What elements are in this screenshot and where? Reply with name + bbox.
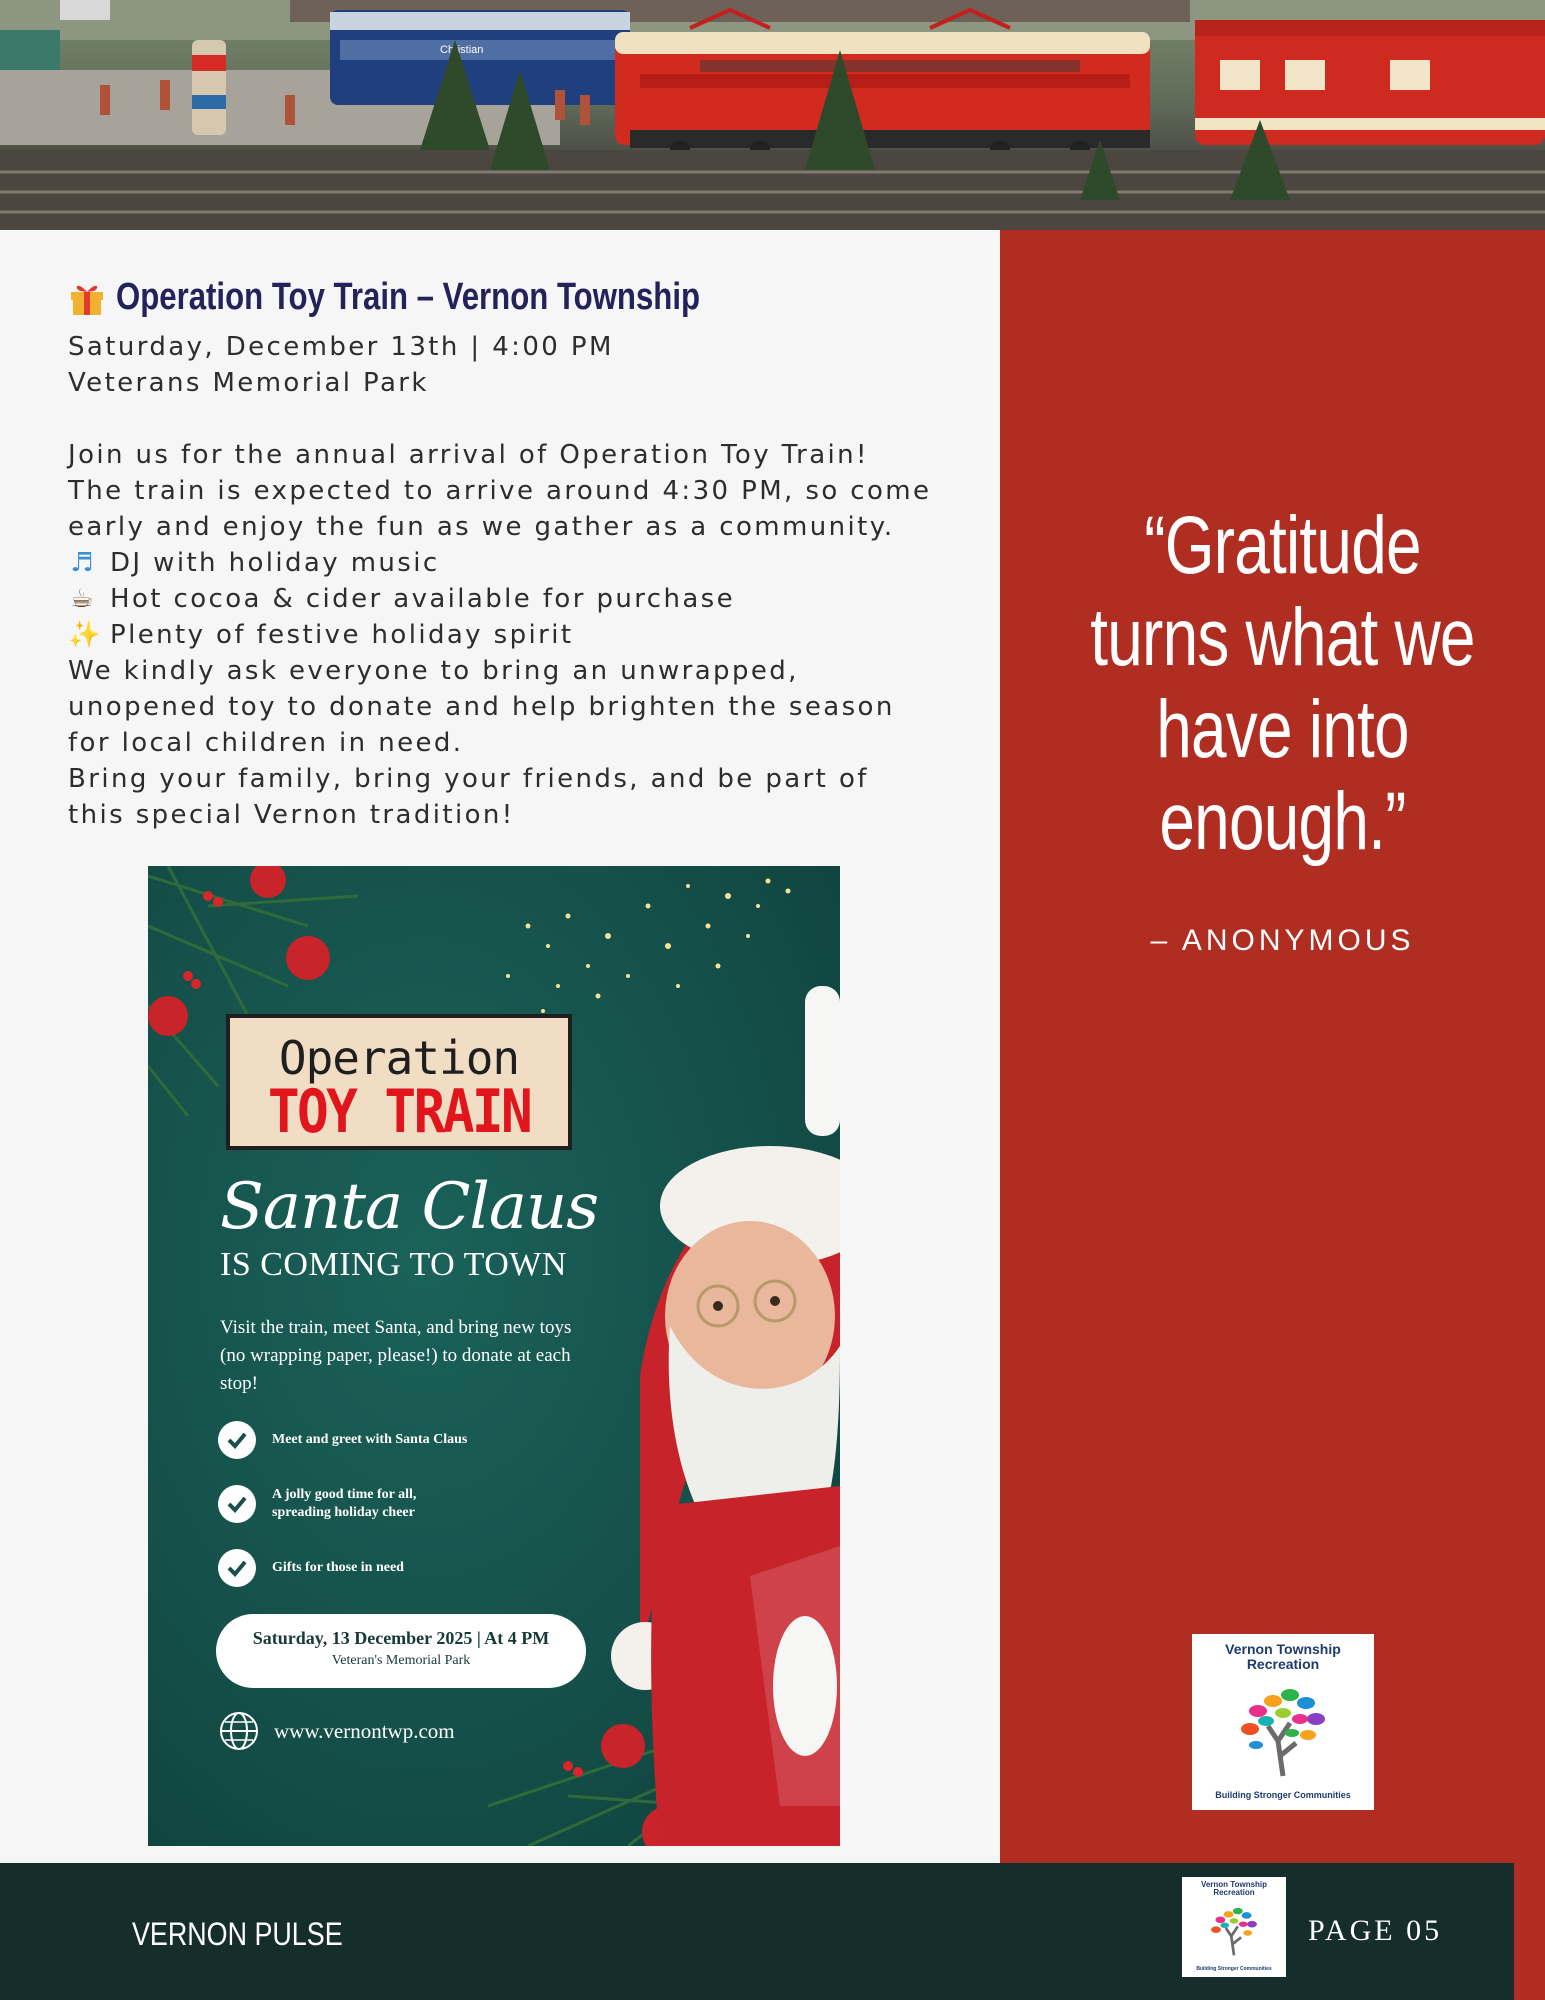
santa-claus-illustration: [600, 946, 840, 1846]
article-body: [68, 437, 968, 833]
body-line: early and enjoy the fun as we gather as a community.: [68, 512, 895, 542]
music-notes-icon: ♬: [70, 548, 96, 578]
recreation-logo-large: [1192, 1634, 1374, 1810]
logo-title: Vernon Township Recreation: [1225, 1641, 1341, 1672]
hero-photo-model-train: [0, 0, 1545, 230]
check-icon: [218, 1485, 256, 1523]
article: [68, 276, 968, 833]
footer-publication-title: VERNON PULSE: [132, 1916, 343, 1952]
highlight-text: Plenty of festive holiday spirit: [110, 620, 574, 650]
station-sign: Christian: [440, 44, 484, 56]
body-line: Join us for the annual arrival of Operation Toy Train!: [68, 440, 869, 470]
pill-event-date: Saturday, 13 December 2025 | At 4 PM: [252, 1628, 550, 1648]
tree-logo-icon: [1204, 1898, 1264, 1958]
check-icon: [218, 1421, 256, 1459]
ask-line: unopened toy to donate and help brighten the season: [68, 692, 895, 722]
flyer-intro: Visit the train, meet Santa, and bring new toys (no wrapping paper, please!) to donate at each stop!: [220, 1317, 572, 1394]
quote-panel: [1000, 230, 1545, 1863]
globe-icon: [218, 1710, 260, 1752]
tree-logo-icon: [1228, 1671, 1338, 1781]
article-headline: [68, 276, 968, 319]
checklist-item: [218, 1420, 548, 1460]
checklist-text: Gifts for those in need: [272, 1560, 404, 1575]
flyer-website[interactable]: [218, 1710, 455, 1752]
recreation-logo-small: [1182, 1877, 1286, 1977]
highlight-item: [68, 581, 968, 617]
closing-line: Bring your family, bring your friends, and be part of: [68, 764, 869, 794]
event-location: Veterans Memorial Park: [68, 368, 429, 398]
website-url[interactable]: www.vernontwp.com: [274, 1718, 455, 1743]
hot-cocoa-icon: ☕: [70, 584, 96, 614]
highlight-text: Hot cocoa & cider available for purchase: [110, 584, 736, 614]
logo-title: Vernon Township Recreation: [1200, 1880, 1268, 1898]
highlight-item: [68, 545, 968, 581]
quote-attribution: – ANONYMOUS: [1150, 924, 1415, 957]
checklist-item: [218, 1484, 548, 1524]
gift-icon: [68, 279, 106, 317]
ask-line: for local children in need.: [68, 728, 464, 758]
operation-toy-train-sign: [226, 1014, 572, 1150]
event-date-pill: [216, 1614, 586, 1688]
operation-toy-train-flyer: [148, 866, 840, 1846]
pill-event-place: Veteran's Memorial Park: [331, 1653, 471, 1668]
logo-tagline: Building Stronger Communities: [1196, 1966, 1272, 1972]
page-number: PAGE 05: [1308, 1914, 1443, 1947]
sign-line-toy-train: TOY TRAIN: [267, 1077, 531, 1147]
checklist-item: [218, 1548, 548, 1588]
footer-accent: [1514, 1863, 1545, 2000]
checklist-text: A jolly good time for all, spreading holiday cheer: [272, 1487, 417, 1520]
highlight-text: DJ with holiday music: [110, 548, 440, 578]
sparkles-icon: ✨: [68, 620, 103, 650]
check-icon: [218, 1549, 256, 1587]
flyer-script-title: Santa Claus: [220, 1170, 599, 1244]
highlight-item: [68, 617, 968, 653]
sign-line-operation: Operation: [278, 1031, 520, 1085]
event-date-time: Saturday, December 13th | 4:00 PM: [68, 332, 614, 362]
flyer-checklist: [218, 1420, 548, 1612]
flyer-subtitle: IS COMING TO TOWN: [220, 1246, 567, 1283]
closing-line: this special Vernon tradition!: [68, 800, 515, 830]
gratitude-quote: “Gratitude turns what we have into enough.”: [1090, 500, 1475, 867]
checklist-text: Meet and greet with Santa Claus: [272, 1432, 468, 1447]
ask-line: We kindly ask everyone to bring an unwrapped,: [68, 656, 799, 686]
body-line: The train is expected to arrive around 4:30 PM, so come: [68, 476, 932, 506]
event-meta: [68, 329, 968, 401]
logo-tagline: Building Stronger Communities: [1215, 1790, 1351, 1800]
model-train-illustration: [0, 0, 1545, 230]
article-title: Operation Toy Train – Vernon Township: [116, 276, 701, 318]
